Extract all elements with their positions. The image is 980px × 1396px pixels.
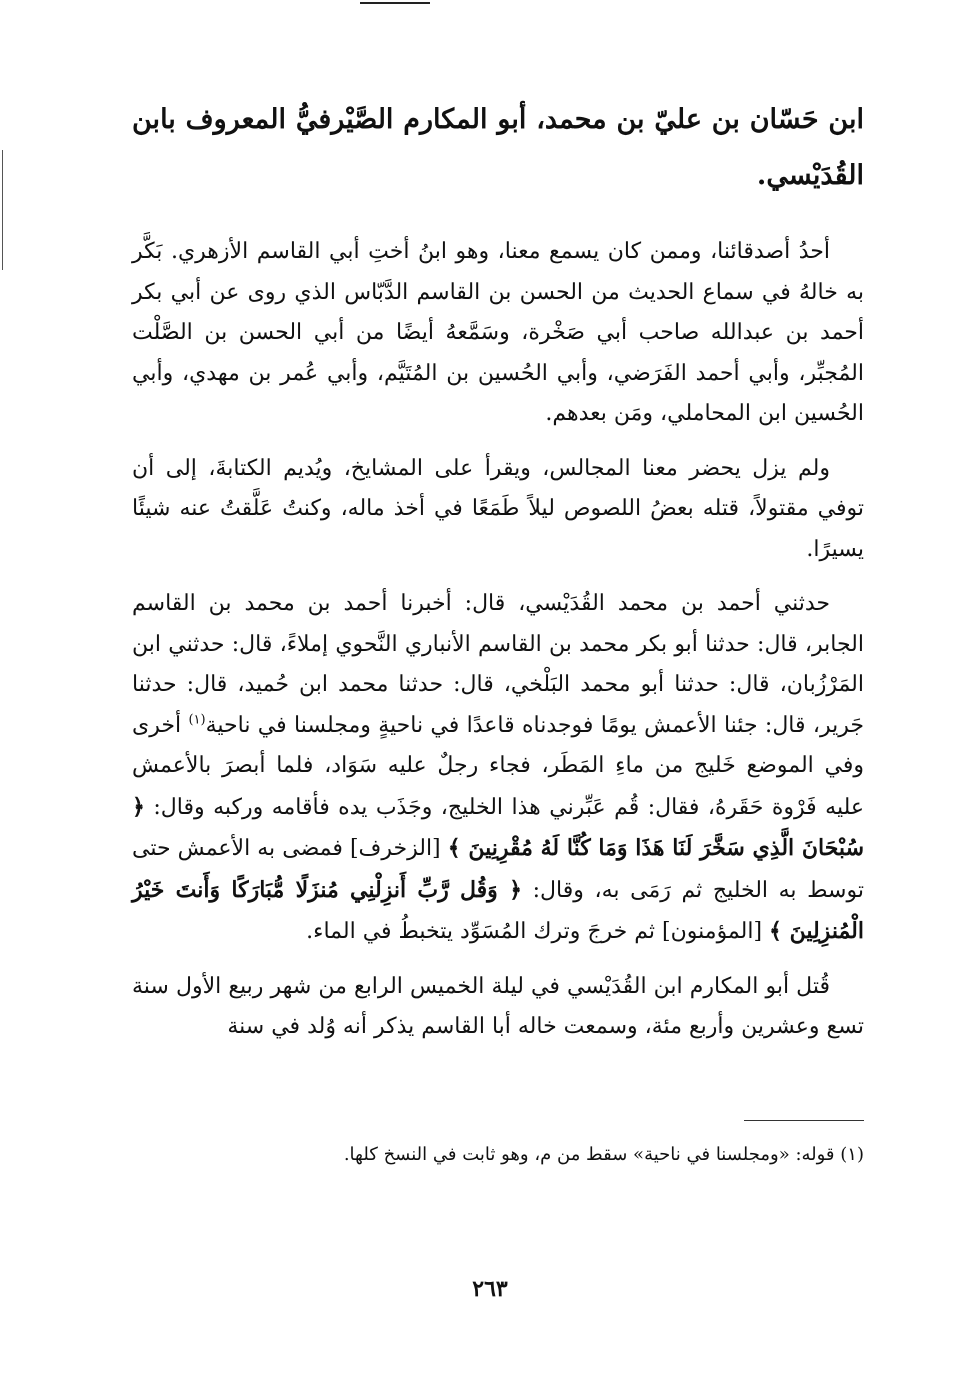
top-rule [360,2,430,4]
quran-verse-zukhruf: ﴿ سُبْحَانَ الَّذِي سَخَّرَ لَنَا هَذَا وَمَا كُنَّا لَهُ مُقْرِنِينَ ﴾ [132,793,865,861]
paragraph-2 [132,449,864,571]
footnote-separator [744,1120,864,1121]
page-number: ٢٦٣ [472,1276,508,1302]
paragraph-3 [132,584,864,953]
footnote-reference: (١) [188,712,206,728]
entry-heading: ابن حَسّان بن عليّ بن محمد، أبو المكارم الصَّيْرفيُّ المعروف بابن القُدَيْسي. [132,104,864,191]
paragraph-3-text-d: [المؤمنون] ثم خرجَ وترك المُسَوِّد يتخبطُ في الماء. [306,919,770,944]
margin-mark [2,150,3,270]
paragraph-2-text: ولم يزل يحضر معنا المجالس، ويقرأ على المشايخ، ويُديم الكتابةَ، إلى أن توفي مقتولاً، قتله بعضُ اللصوص ليلاً طَمَعًا في أخذ ماله، وكنتُ عَلَّقتُ عنه شيئًا يسيرًا. [132,455,864,562]
paragraph-3-text-b: أخرى وفي الموضع خَليج من ماءِ المَطَر، فجاء رجلٌ عليه سَوَاد، فلما أبصرَ بالأعمش عليه فَرْوة حَقَرهُ، فقال: قُم عَبِّرني هذا الخليج، وجَذَب يده فأقامه وركبه وقال: [132,712,864,820]
quran-verse-muminun: ﴿ وَقُل رَّبِّ أَنزِلْنِي مُنزَلًا مُّبَارَكًا وَأَنتَ خَيْرُ الْمُنزِلِينَ ﴾ [132,876,864,944]
page-body [132,92,864,1062]
paragraph-1 [132,232,864,435]
paragraph-3-text-c: [الزخرف] فمضى به الأعمش حتى توسط به الخليج ثم رَمَى به، وقال: [132,836,864,903]
paragraph-3-text-a: حدثني أحمد بن محمد القُدَيْسي، قال: أخبرنا أحمد بن محمد بن القاسم الجابر، قال: حدثنا أبو بكر محمد بن القاسم الأنباري النَّحوي إملاءً، قال: حدثني ابن المَرْزُبان، قال: حدثنا أبو محمد البَلْخي، قال: حدثنا محمد ابن حُميد، قال: حدثنا جَرير، قال: جئنا الأعمش يومًا فوجدناه قاعدًا في ناحيةٍ ومجلسنا في ناحية [132,591,864,738]
footnote: (١) قوله: «ومجلسنا في ناحية» سقط من م، وهو ثابت في النسخ كلها. [343,1144,864,1165]
paragraph-1-text: أحدُ أصدقائنا، وممن كان يسمع معنا، وهو ابنُ أختِ أبي القاسم الأزهري. بَكَّر به خالهُ في سماع الحديث من الحسن بن القاسم الدَّبّاس الذي روى عن أبي بكر أحمد بن عبدالله صاحب أبي صَخْرة، وسَمَّعهُ أيضًا من أبي الحسن بن الصَّلْت المُجبِّر، وأبي أحمد الفَرَضي، وأبي الحُسين بن المُتَيَّم، وأبي عُمر بن مهدي، وأبي الحُسين ابن المحاملي، ومَن بعدهم. [132,239,864,426]
paragraph-4 [132,967,864,1048]
paragraph-4-text: قُتل أبو المكارم ابن القُدَيْسي في ليلة الخميس الرابع من شهر ربيع الأول سنة تسع وعشرين وأربع مئة، وسمعت خاله أبا القاسم يذكر أنه وُلد في سنة [132,973,864,1039]
